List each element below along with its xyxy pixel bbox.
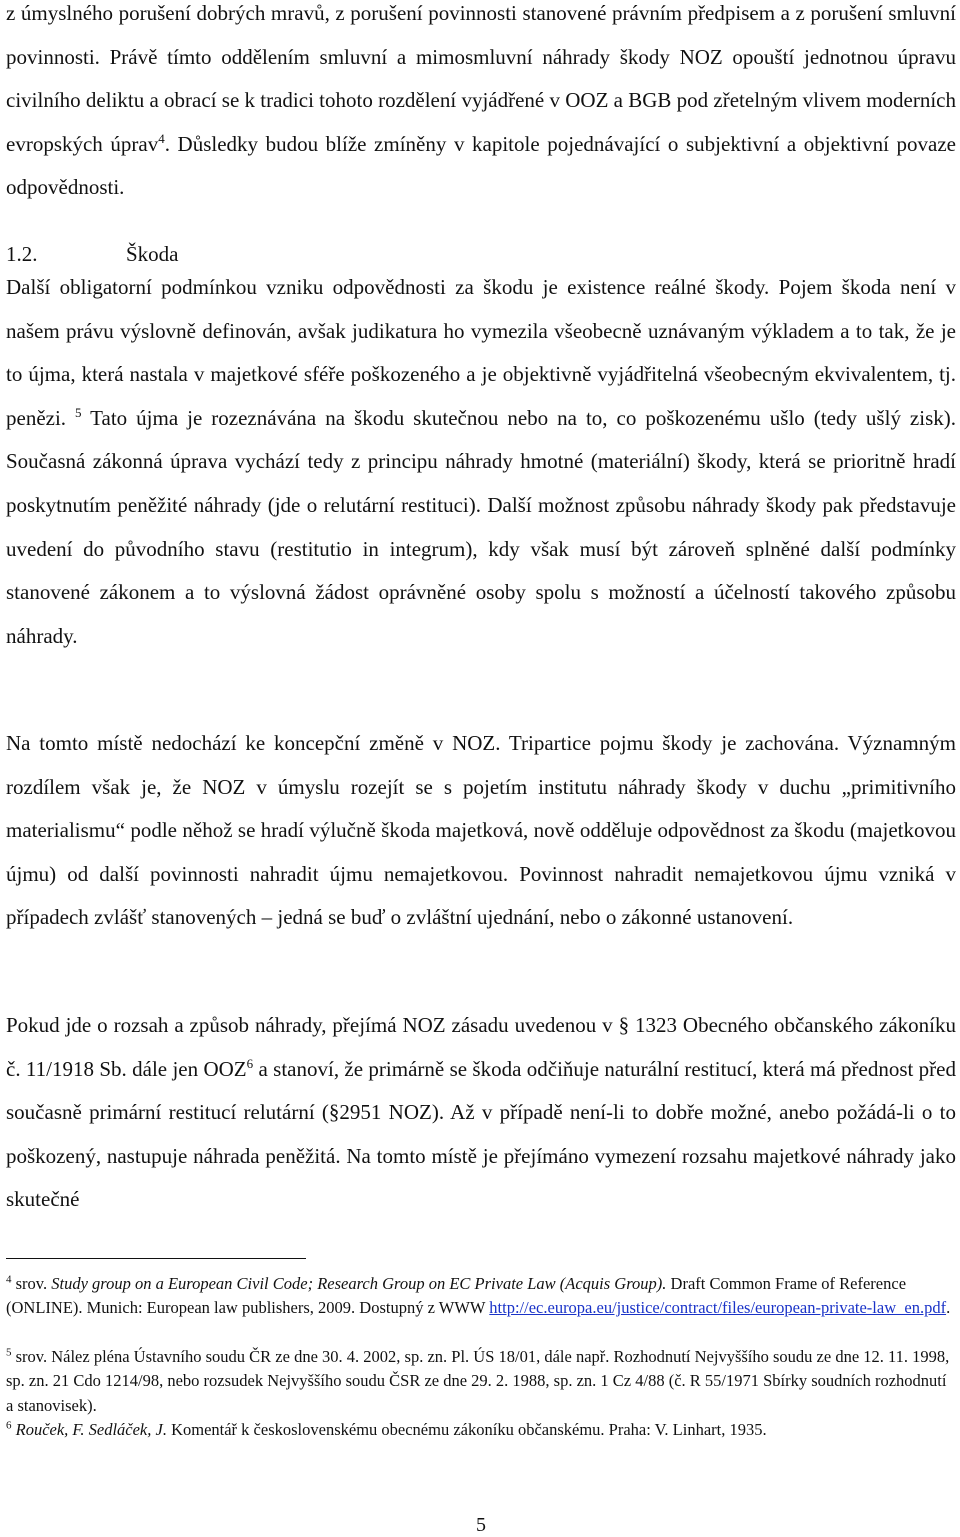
footnote-5-text: srov. Nález pléna Ústavního soudu ČR ze dne 30. 4. 2002, sp. zn. Pl. ÚS 18/01, dále např. Rozhodnutí Nejvyššího soudu ze dne 12. 11. 1998, sp. zn. 21 Cdo 1214/98, nebo rozsudek Nejvyššího soudu ČSR ze dne 29. 2. 1988, sp. zn. 1 Cz 4/88 (č. R 55/1971 Sbírky soudních rozhodnutí a stanovisek). xyxy=(6,1347,950,1415)
footnote-4-italic: Study group on a European Civil Code; Research Group on EC Private Law (Acquis Group). xyxy=(51,1274,667,1293)
footnote-5 xyxy=(6,1345,956,1418)
section-title: Škoda xyxy=(126,242,179,266)
paragraph-1-text-b: . Důsledky budou blíže zmíněny v kapitole pojednávající o subjektivní a objektivní povaze odpovědnosti. xyxy=(6,131,957,200)
footnote-4-pre: srov. xyxy=(11,1274,52,1293)
footnote-4 xyxy=(6,1272,956,1321)
footnote-4-end: . xyxy=(946,1298,951,1318)
footnote-ref-4[interactable]: 4 xyxy=(158,130,165,146)
footnote-6-italic: Rouček, F. Sedláček, J. xyxy=(11,1420,167,1439)
footnote-ref-6[interactable]: 6 xyxy=(246,1055,254,1071)
paragraph-4 xyxy=(6,1004,956,1222)
footnote-4-number: 4 xyxy=(6,1273,12,1286)
footnote-5-number: 5 xyxy=(6,1346,12,1359)
footnote-ref-5[interactable]: 5 xyxy=(75,404,82,420)
paragraph-2 xyxy=(6,266,956,658)
page-number: 5 xyxy=(476,1514,486,1536)
paragraph-4-text-b: a stanoví, že primárně se škoda odčiňuje naturální restitucí, která má přednost před současně primární restitucí relutární (§2951 NOZ). Až v případě není-li to dobře možné, anebo požádá-li o to poškozený, nastupuje náhrada peněžitá. Na tomto místě je přejímáno vymezení rozsahu majetkové náhrady jako skutečné xyxy=(6,1056,956,1212)
paragraph-1 xyxy=(6,0,956,210)
section-number: 1.2. xyxy=(6,242,38,266)
footnote-separator xyxy=(6,1258,306,1259)
footnote-6 xyxy=(6,1418,956,1442)
paragraph-3: Na tomto místě nedochází ke koncepční změně v NOZ. Tripartice pojmu škody je zachována. Významným rozdílem však je, že NOZ v úmyslu rozejít se s pojetím institutu náhrady škody v duchu „primitivního materialismu“ podle něhož se hradí výlučně škoda majetková, nově odděluje odpovědnost za škodu (majetkovou újmu) od další povinnosti nahradit újmu nemajetkovou. Povinnost nahradit nemajetkovou újmu vzniká v případech zvlášť stanovených – jedná se buď o zvláštní ujednání, nebo o zákonné ustanovení. xyxy=(6,731,956,930)
footnote-4-post: Draft Common Frame of Reference (ONLINE). Munich: European law publishers, 2009. Dostupný z WWW xyxy=(6,1274,907,1318)
footnote-4-link[interactable]: http://ec.europa.eu/justice/contract/files/european-private-law_en.pdf xyxy=(489,1298,947,1318)
paragraph-2-text-a: Další obligatorní podmínkou vzniku odpovědnosti za škodu je existence reálné škody. Pojem škoda není v našem právu výslovně definován, avšak judikatura ho vymezila všeobecně uznávaným výkladem a to tak, že je to újma, která nastala v majetkové sféře poškozeného a je objektivně vyjádřitelná všeobecným ekvivalentem, tj. penězi. xyxy=(6,275,956,430)
footnote-6-text: Komentář k československému obecnému zákoníku občanskému. Praha: V. Linhart, 1935. xyxy=(166,1420,767,1439)
paragraph-2-text-b: Tato újma je rozeznávána na škodu skutečnou nebo na to, co poškozenému ušlo (tedy ušlý zisk). Současná zákonná úprava vychází tedy z principu náhrady hmotné (materiální) škody, která se prioritně hradí poskytnutím peněžité náhrady (jde o relutární restituci). Další možnost způsobu náhrady škody pak představuje uvedení do původního stavu (restitutio in integrum), kdy však musí být zároveň splněné další podmínky stanovené zákonem a to výslovná žádost oprávněné osoby spolu s možností a účelností takového způsobu náhrady. xyxy=(6,405,957,648)
paragraph-4-text-a: Pokud jde o rozsah a způsob náhrady, přejímá NOZ zásadu uvedenou v § 1323 Obecného občanského zákoníku č. 11/1918 Sb. dále jen OOZ xyxy=(6,1013,956,1081)
footnote-6-number: 6 xyxy=(6,1419,12,1432)
paragraph-1-text-a: z úmyslného porušení dobrých mravů, z porušení povinnosti stanovené právním předpisem a z porušení smluvní povinnosti. Právě tímto oddělením smluvní a mimosmluvní náhrady škody NOZ opouští jednotnou úpravu civilního deliktu a obrací se k tradici tohoto rozdělení vyjádřené v OOZ a BGB pod zřetelným vlivem moderních evropských úprav xyxy=(6,1,956,156)
